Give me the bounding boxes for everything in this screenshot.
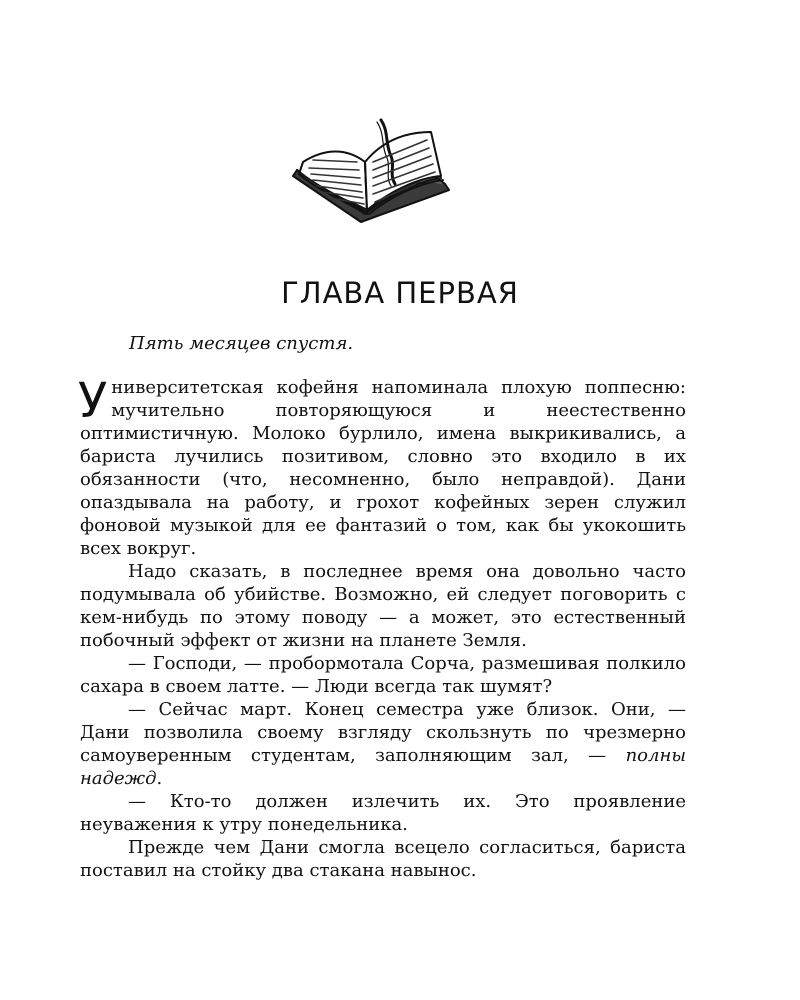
chapter-body xyxy=(78,373,686,882)
paragraph-3: — Господи, — пробормотала Сорча, размешивая полкило сахара в своем латте. — Люди всегда так шумят? xyxy=(80,653,686,697)
paragraph-5: — Кто-то должен излечить их. Это проявление неуважения к утру понедельника. xyxy=(80,791,686,835)
paragraph-2: Надо сказать, в последнее время она довольно часто подумывала об убийстве. Возможно, ей следует поговорить с кем-нибудь по этому поводу — а может, это естественный побочный эффект от жизни на планете Земля. xyxy=(80,561,686,651)
paragraph-6: Прежде чем Дани смогла всецело согласиться, бариста поставил на стойку два стакана навынос. xyxy=(80,837,686,881)
paragraph-4-end: . xyxy=(156,768,163,789)
chapter-epigraph: Пять месяцев спустя. xyxy=(129,333,354,354)
paragraph-4-emphasis: полны надежд xyxy=(80,745,686,789)
paragraph-4 xyxy=(80,698,686,790)
chapter-title: ГЛАВА ПЕРВАЯ xyxy=(281,276,519,310)
open-book-icon xyxy=(285,118,455,238)
drop-cap: У xyxy=(78,373,108,429)
paragraph-1 xyxy=(78,373,686,560)
paragraph-1-text: ниверситетская кофейня напоминала плохую поппесню: мучительно повторяющуюся и неестественно оптимистичную. Молоко бурлило, имена выкрикивались, а бариста лучились позитивом, словно это входило в их обязанности (что, несомненно, было неправдой). Дани опаздывала на работу, и грохот кофейных зерен служил фоновой музыкой для ее фантазий о том, как бы укокошить всех вокруг. xyxy=(80,377,686,559)
paragraph-4-text: — Сейчас март. Конец семестра уже близок. Они, — Дани позволила своему взгляду скользнуть по чрезмерно самоуверенным студентам, заполняющим зал, — xyxy=(80,699,686,766)
